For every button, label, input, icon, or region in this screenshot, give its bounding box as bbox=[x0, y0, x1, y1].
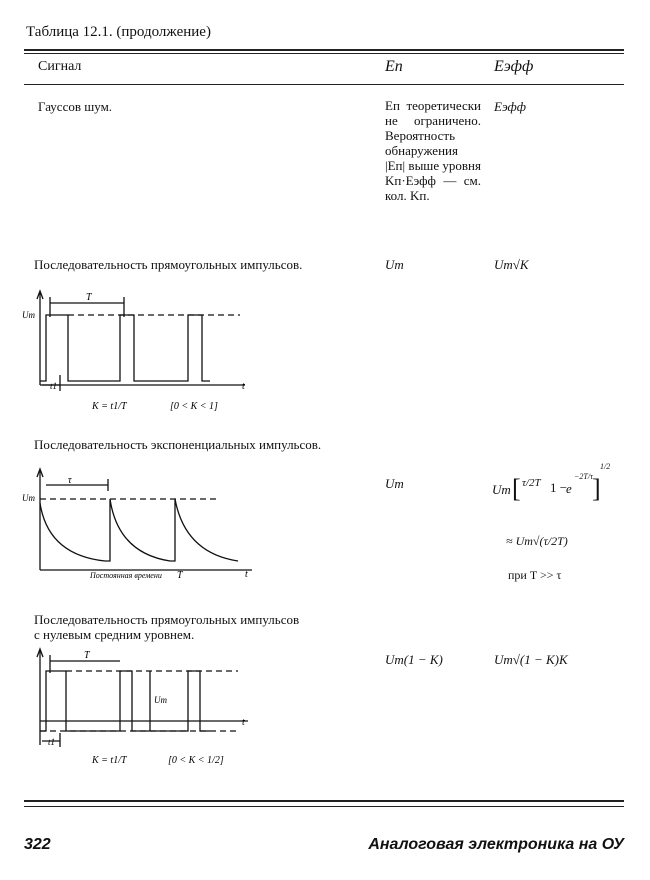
header-rule bbox=[24, 84, 624, 85]
table-caption: Таблица 12.1. (продолжение) bbox=[26, 24, 211, 40]
top-rule-thin bbox=[24, 53, 624, 54]
exp-formula-power: 1/2 bbox=[600, 462, 611, 471]
row-gauss-ep-text: Eп теоретически не ограничено. Вероятность обнаружения |Eп| выше уровня Kп·Eэфф — см. кол. Kп. bbox=[385, 98, 481, 203]
zero-fig-formula: K = t1/T bbox=[92, 755, 127, 766]
row-gauss-name: Гауссов шум. bbox=[38, 99, 113, 114]
rect-fig-formula: K = t1/T bbox=[92, 401, 127, 412]
exp-eeff-formula: Um [ τ/2T 1 − e −2T/τ ] 1/2 ≈ Um√(τ/2T) при T >> τ bbox=[492, 462, 611, 582]
zero-fig-T: T bbox=[84, 650, 90, 661]
page-number: 322 bbox=[24, 836, 51, 853]
exp-formula-e: e bbox=[566, 481, 572, 496]
zero-fig-t1: t1 bbox=[48, 737, 56, 747]
rect-fig-T: T bbox=[86, 292, 92, 303]
row-exp-ep: Um bbox=[385, 476, 404, 491]
exp-fig-tau: τ bbox=[68, 475, 72, 486]
row-zero-eeff: Um√(1 − K)K bbox=[494, 652, 568, 667]
exp-fig-label: Постоянная времени bbox=[90, 571, 162, 580]
exp-pulse-figure bbox=[20, 465, 260, 585]
rect-pulse-figure bbox=[20, 285, 260, 415]
exp-formula-one-minus: 1 − bbox=[550, 480, 568, 495]
row-zero-name-1: Последовательность прямоугольных импульсов bbox=[34, 612, 300, 627]
header-eeff: Eэфф bbox=[494, 58, 534, 75]
rect-fig-t: t bbox=[242, 381, 245, 392]
zero-fig-range: [0 < K < 1/2] bbox=[168, 755, 224, 766]
zero-fig-um: Um bbox=[154, 695, 167, 705]
book-title: Аналоговая электроника на ОУ bbox=[368, 836, 624, 853]
bottom-rule-thin bbox=[24, 806, 624, 807]
zero-fig-t: t bbox=[242, 717, 245, 728]
exp-fig-um: Um bbox=[22, 493, 35, 503]
rect-fig-t1: t1 bbox=[50, 381, 58, 391]
header-ep: Eп bbox=[385, 58, 403, 75]
exp-fig-t: t bbox=[245, 569, 248, 580]
row-gauss-eeff: Eэфф bbox=[494, 99, 526, 114]
rect-fig-range: [0 < K < 1] bbox=[170, 401, 218, 412]
zero-mean-figure bbox=[20, 645, 260, 775]
exp-formula-approx: ≈ Um√(τ/2T) bbox=[506, 534, 568, 548]
top-rule bbox=[24, 49, 624, 51]
rect-fig-um: Um bbox=[22, 310, 35, 320]
exp-fig-T: T bbox=[177, 570, 183, 581]
row-rect-name: Последовательность прямоугольных импульсов. bbox=[34, 257, 303, 272]
row-zero-ep: Um(1 − K) bbox=[385, 652, 443, 667]
bottom-rule bbox=[24, 800, 624, 802]
header-signal: Сигнал bbox=[38, 59, 82, 74]
exp-formula-frac: τ/2T bbox=[522, 477, 541, 489]
row-zero-name-2: с нулевым средним уровнем. bbox=[34, 627, 195, 642]
row-rect-ep: Um bbox=[385, 257, 404, 272]
exp-formula-pow: −2T/τ bbox=[574, 472, 593, 481]
exp-formula-cond: при T >> τ bbox=[508, 568, 562, 582]
row-rect-eeff: Um√K bbox=[494, 257, 529, 272]
row-exp-name: Последовательность экспоненциальных импульсов. bbox=[34, 437, 322, 452]
exp-formula-um: Um bbox=[492, 482, 511, 497]
